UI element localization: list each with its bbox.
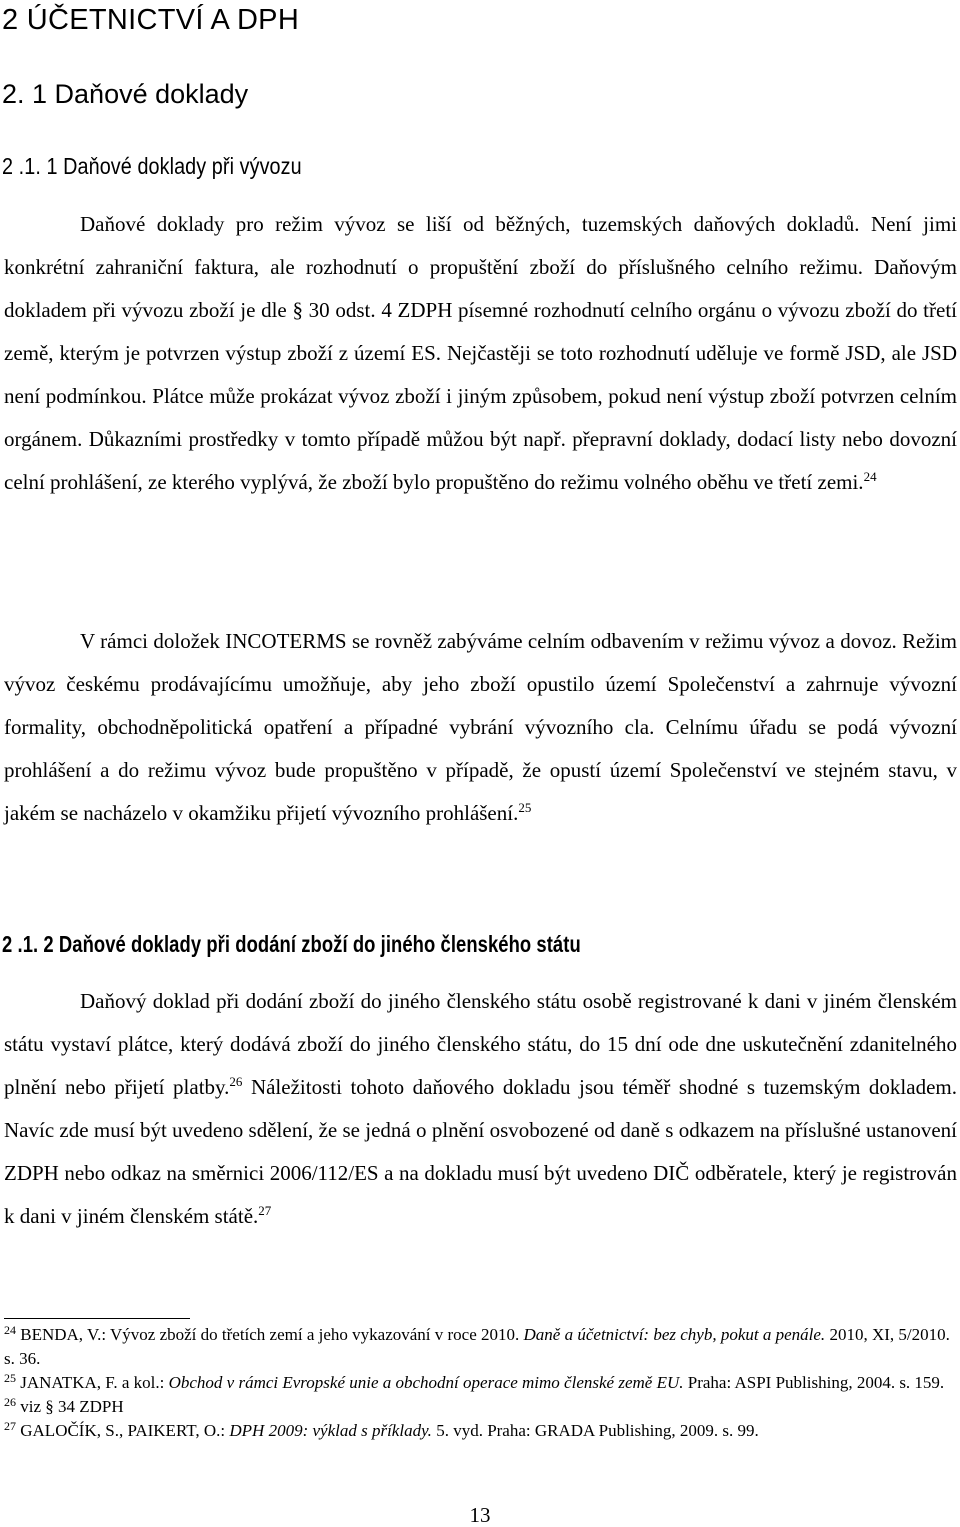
paragraph-export-documents [4, 203, 957, 504]
footnote-24 [4, 1323, 957, 1371]
footnote-text: viz § 34 ZDPH [16, 1397, 124, 1416]
subsection-heading-eu-supply-label: 2 .1. 2 Daňové doklady při dodání zboží do jiného členského státu [2, 931, 581, 957]
footnote-publication: Praha: ASPI Publishing, 2004. s. 159. [683, 1373, 945, 1392]
footnote-26 [4, 1395, 957, 1419]
footnote-text: JANATKA, F. a kol.: [16, 1373, 169, 1392]
footnotes [4, 1323, 957, 1443]
subsection-heading-export [2, 150, 351, 182]
paragraph-export-documents-text: Daňové doklady pro režim vývoz se liší od běžných, tuzemských daňových dokladů. Není jimi konkrétní zahraniční faktura, ale rozhodnutí o propuštění zboží do příslušného celního režimu. Daňovým dokladem při vývozu zboží je dle § 30 odst. 4 ZDPH písemné rozhodnutí celního orgánu o vývozu zboží do třetí země, kterým je potvrzen výstup zboží z území ES. Nejčastěji se toto rozhodnutí uděluje ve formě JSD, ale JSD není podmínkou. Plátce může prokázat vývoz zboží i jiným způsobem, pokud není výstup zboží potvrzen celním orgánem. Důkazními prostředky v tomto případě můžou být např. přepravní doklady, dodací listy nebo dovozní celní prohlášení, ze kterého vyplývá, že zboží bylo propuštěno do režimu volného oběhu ve třetí zemi. [4, 212, 957, 494]
footnote-separator [4, 1318, 190, 1319]
footnote-ref-25: 25 [518, 800, 532, 815]
chapter-heading: 2 ÚČETNICTVÍ A DPH [2, 4, 300, 36]
page-number: 13 [469, 1503, 491, 1527]
section-heading: 2. 1 Daňové doklady [2, 79, 249, 109]
footnote-publication: 2010, XI, 5/2010. s. 36. [4, 1325, 950, 1368]
footnote-ref-27: 27 [258, 1203, 272, 1218]
footnote-ref-26: 26 [229, 1074, 243, 1089]
paragraph-incoterms-text: V rámci doložek INCOTERMS se rovněž zabýváme celním odbavením v režimu vývoz a dovoz. Režim vývoz českému prodávajícímu umožňuje, aby jeho zboží opustilo území Společenství a zahrnuje vývozní formality, obchodněpolitická opatření a případné vybrání vývozního cla. Celnímu úřadu se podá vývozní prohlášení a do režimu vývoz bude propuštěno v případě, že opustí území Společenství ve stejném stavu, v jakém se nacházelo v okamžiku přijetí vývozního prohlášení. [4, 629, 957, 825]
footnote-number: 26 [4, 1395, 16, 1409]
footnote-title: DPH 2009: výklad s příklady. [229, 1421, 432, 1440]
footnote-title: Obchod v rámci Evropské unie a obchodní operace mimo členské země EU. [168, 1373, 684, 1392]
subsection-heading-eu-supply [2, 928, 725, 960]
footnote-publication: 5. vyd. Praha: GRADA Publishing, 2009. s. 99. [431, 1421, 759, 1440]
footnote-text: GALOČÍK, S., PAIKERT, O.: [16, 1421, 230, 1440]
footnote-27 [4, 1419, 957, 1443]
footnote-number: 27 [4, 1419, 16, 1433]
footnote-text: BENDA, V.: Vývoz zboží do třetích zemí a jeho vykazování v roce 2010. [16, 1325, 524, 1344]
subsection-heading-export-label: 2 .1. 1 Daňové doklady při vývozu [2, 153, 302, 179]
footnote-title: Daně a účetnictví: bez chyb, pokut a penále. [523, 1325, 826, 1344]
paragraph-incoterms [4, 620, 957, 835]
footnote-ref-24: 24 [863, 469, 877, 484]
paragraph-eu-supply-text-a: Daňový doklad při dodání zboží do jiného členského státu osobě registrované k dani v jiném členském státu vystaví plátce, který dodává zboží do jiného členského státu, do 15 dní ode dne uskutečnění zdanitelného plnění nebo přijetí platby. [4, 989, 957, 1099]
paragraph-eu-supply [4, 980, 957, 1238]
footnote-25 [4, 1371, 957, 1395]
paragraph-eu-supply-text-b: Náležitosti tohoto daňového dokladu jsou téměř shodné s tuzemským dokladem. Navíc zde musí být uvedeno sdělení, že se jedná o plnění osvobozené od daně s odkazem na příslušné ustanovení ZDPH nebo odkaz na směrnici 2006/112/ES a na dokladu musí být uvedeno DIČ odběratele, který je registrován k dani v jiném členském státě. [4, 1075, 957, 1228]
footnote-number: 25 [4, 1371, 16, 1385]
footnote-number: 24 [4, 1323, 16, 1337]
